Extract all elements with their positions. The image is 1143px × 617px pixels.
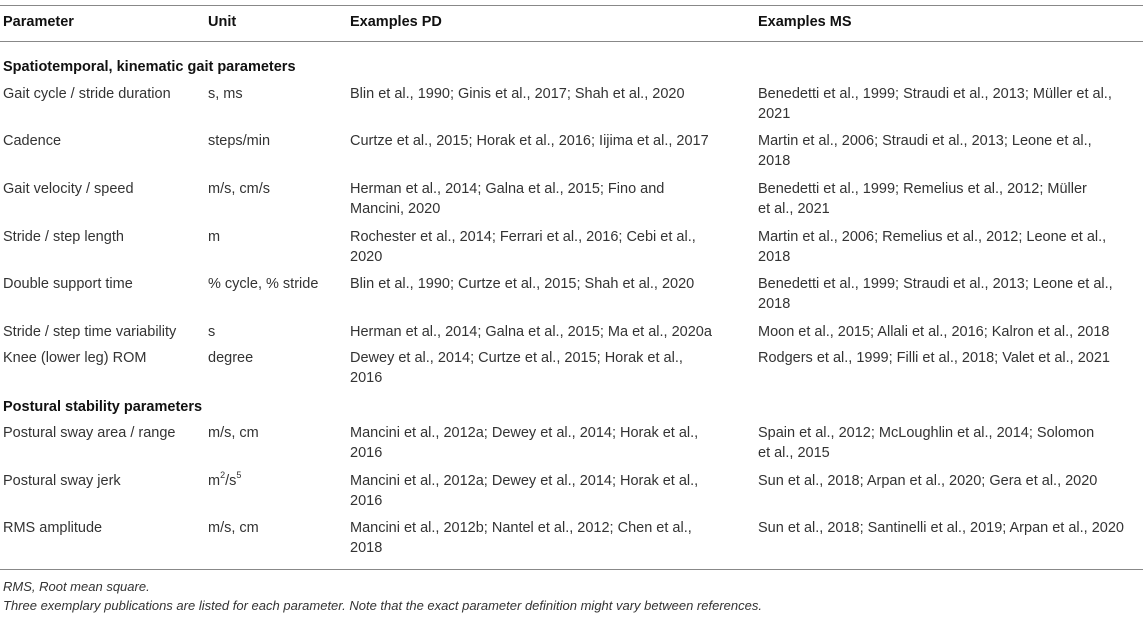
table-row-ms: Rodgers et al., 1999; Filli et al., 2018; Valet et al., 2021 [758,350,1110,366]
table-row-pd: Herman et al., 2014; Galna et al., 2015; Fino and Mancini, 2020 [350,181,665,217]
table-row-parameter: Postural sway jerk [3,473,121,489]
table-row-ms: Benedetti et al., 1999; Straudi et al., 2013; Müller et al., 2021 [758,86,1112,122]
table-row-unit: m/s, cm/s [208,181,271,197]
bottom-rule [0,569,1143,570]
footnote-abbreviation: RMS, Root mean square. [3,579,150,594]
header-rule [0,41,1143,42]
table-row-pd: Mancini et al., 2012a; Dewey et al., 2014; Horak et al., 2016 [350,473,699,509]
table-row-pd: Mancini et al., 2012b; Nantel et al., 2012; Chen et al., 2018 [350,520,692,556]
table-row-pd: Blin et al., 1990; Curtze et al., 2015; Shah et al., 2020 [350,276,695,292]
table-row-ms: Spain et al., 2012; McLoughlin et al., 2014; Solomon et al., 2015 [758,425,1095,461]
section-title-postural: Postural stability parameters [3,399,203,415]
table-row-ms: Sun et al., 2018; Arpan et al., 2020; Gera et al., 2020 [758,473,1098,489]
table-row-ms: Benedetti et al., 1999; Straudi et al., 2013; Leone et al., 2018 [758,276,1113,312]
table-row-parameter: Stride / step length [3,229,124,245]
table-row-pd: Curtze et al., 2015; Horak et al., 2016; Iijima et al., 2017 [350,133,709,149]
section-title-gait: Spatiotemporal, kinematic gait parameters [3,59,296,75]
table-row-unit: steps/min [208,133,271,149]
table-row-pd: Blin et al., 1990; Ginis et al., 2017; Shah et al., 2020 [350,86,685,102]
table-row-pd: Herman et al., 2014; Galna et al., 2015; Ma et al., 2020a [350,324,712,340]
table-row-unit: s [208,324,216,340]
table-row-parameter: Stride / step time variability [3,324,177,340]
table-row-unit: m/s, cm [208,425,259,441]
table-row-unit: $m^2/s^5$ [208,470,242,489]
header-examples-ms: Examples MS [758,14,852,30]
table-row-ms: Martin et al., 2006; Straudi et al., 2013; Leone et al., 2018 [758,133,1092,169]
table-row-pd: Mancini et al., 2012a; Dewey et al., 2014; Horak et al., 2016 [350,425,699,461]
footnote-note: Three exemplary publications are listed for each parameter. Note that the exact parameter definition might vary between references. [3,598,762,613]
top-rule [0,5,1143,6]
table-row-parameter: Gait velocity / speed [3,181,134,197]
table-row-pd: Rochester et al., 2014; Ferrari et al., 2016; Cebi et al., 2020 [350,229,696,265]
table-row-parameter: Double support time [3,276,133,292]
table-row-ms: Sun et al., 2018; Santinelli et al., 2019; Arpan et al., 2020 [758,520,1124,536]
table-row-unit: s, ms [208,86,243,102]
table-row-unit: degree [208,350,254,366]
table-row-unit: % cycle, % stride [208,276,319,292]
table-row-parameter: RMS amplitude [3,520,103,536]
header-examples-pd: Examples PD [350,14,442,30]
table-row-pd: Dewey et al., 2014; Curtze et al., 2015; Horak et al., 2016 [350,350,683,386]
table-row-parameter: Postural sway area / range [3,425,176,441]
table-row-ms: Moon et al., 2015; Allali et al., 2016; Kalron et al., 2018 [758,324,1110,340]
table-row-parameter: Cadence [3,133,62,149]
header-parameter: Parameter [3,14,74,30]
table-row-unit: m/s, cm [208,520,259,536]
table-row-unit: m [208,229,221,245]
table-row-parameter: Gait cycle / stride duration [3,86,171,102]
table-row-ms: Martin et al., 2006; Remelius et al., 2012; Leone et al., 2018 [758,229,1107,265]
table-row-ms: Benedetti et al., 1999; Remelius et al., 2012; Müller et al., 2021 [758,181,1087,217]
header-unit: Unit [208,14,237,30]
table-row-parameter: Knee (lower leg) ROM [3,350,147,366]
